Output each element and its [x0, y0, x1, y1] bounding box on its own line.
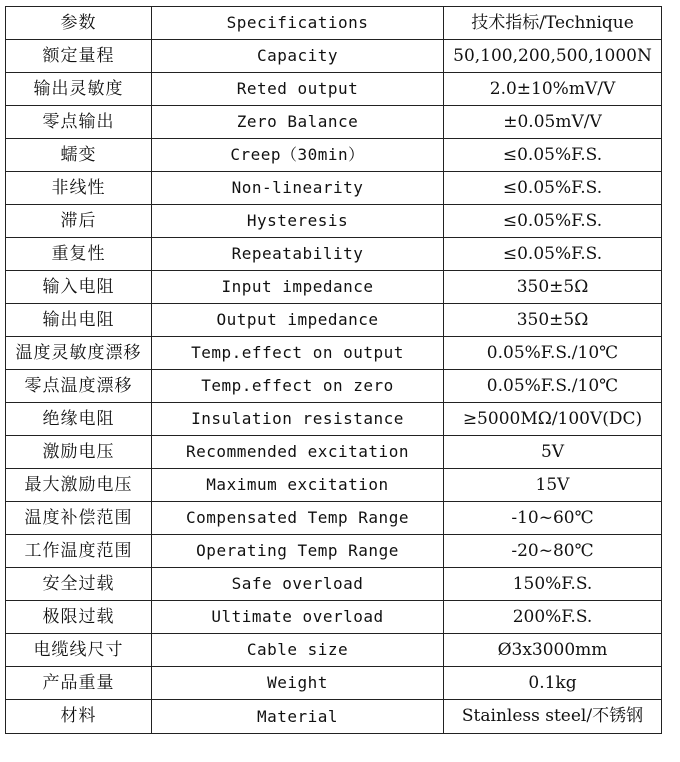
table-row — [6, 502, 662, 535]
param-en: Ultimate overload — [152, 601, 444, 634]
param-cn: 输出灵敏度 — [6, 73, 152, 106]
table-row — [6, 601, 662, 634]
param-value: 5V — [444, 436, 662, 469]
param-value: -20~80℃ — [444, 535, 662, 568]
table-row — [6, 403, 662, 436]
param-en: Temp.effect on zero — [152, 370, 444, 403]
table-row — [6, 667, 662, 700]
param-value: Ø3x3000mm — [444, 634, 662, 667]
param-value: 350±5Ω — [444, 304, 662, 337]
param-cn: 重复性 — [6, 238, 152, 271]
header-parameter: 参数 — [6, 7, 152, 40]
param-en: Insulation resistance — [152, 403, 444, 436]
param-value: 200%F.S. — [444, 601, 662, 634]
table-row — [6, 304, 662, 337]
param-value: 2.0±10%mV/V — [444, 73, 662, 106]
param-value: ≤0.05%F.S. — [444, 205, 662, 238]
param-cn: 零点温度漂移 — [6, 370, 152, 403]
param-en: Recommended excitation — [152, 436, 444, 469]
param-en: Creep（30min） — [152, 139, 444, 172]
table-row — [6, 700, 662, 734]
param-cn: 产品重量 — [6, 667, 152, 700]
header-specifications: Specifications — [152, 7, 444, 40]
param-en: Operating Temp Range — [152, 535, 444, 568]
param-value: Stainless steel/不锈钢 — [444, 700, 662, 734]
param-cn: 滞后 — [6, 205, 152, 238]
param-en: Weight — [152, 667, 444, 700]
param-cn: 绝缘电阻 — [6, 403, 152, 436]
param-value: ≥5000MΩ/100V(DC) — [444, 403, 662, 436]
param-en: Maximum excitation — [152, 469, 444, 502]
table-row — [6, 40, 662, 73]
param-cn: 非线性 — [6, 172, 152, 205]
header-technique: 技术指标/Technique — [444, 7, 662, 40]
param-en: Material — [152, 700, 444, 734]
param-en: Capacity — [152, 40, 444, 73]
param-cn: 材料 — [6, 700, 152, 734]
specifications-table — [5, 6, 662, 734]
param-en: Repeatability — [152, 238, 444, 271]
param-value: 0.05%F.S./10℃ — [444, 337, 662, 370]
param-cn: 极限过载 — [6, 601, 152, 634]
param-value: 0.1kg — [444, 667, 662, 700]
param-en: Compensated Temp Range — [152, 502, 444, 535]
table-row — [6, 73, 662, 106]
param-en: Hysteresis — [152, 205, 444, 238]
param-en: Non-linearity — [152, 172, 444, 205]
table-row — [6, 238, 662, 271]
table-row — [6, 205, 662, 238]
table-row — [6, 337, 662, 370]
table-row — [6, 436, 662, 469]
param-value: ≤0.05%F.S. — [444, 139, 662, 172]
param-cn: 输入电阻 — [6, 271, 152, 304]
param-value: ≤0.05%F.S. — [444, 172, 662, 205]
param-en: Zero Balance — [152, 106, 444, 139]
param-cn: 最大激励电压 — [6, 469, 152, 502]
table-row — [6, 568, 662, 601]
param-cn: 工作温度范围 — [6, 535, 152, 568]
param-cn: 输出电阻 — [6, 304, 152, 337]
param-cn: 激励电压 — [6, 436, 152, 469]
param-en: Reted output — [152, 73, 444, 106]
table-row — [6, 370, 662, 403]
table-row — [6, 172, 662, 205]
table-row — [6, 139, 662, 172]
param-value: 0.05%F.S./10℃ — [444, 370, 662, 403]
table-row — [6, 634, 662, 667]
param-value: ±0.05mV/V — [444, 106, 662, 139]
param-value: 50,100,200,500,1000N — [444, 40, 662, 73]
param-value: 15V — [444, 469, 662, 502]
param-value: 350±5Ω — [444, 271, 662, 304]
param-cn: 安全过载 — [6, 568, 152, 601]
table-row — [6, 106, 662, 139]
param-value: 150%F.S. — [444, 568, 662, 601]
param-en: Safe overload — [152, 568, 444, 601]
param-cn: 温度灵敏度漂移 — [6, 337, 152, 370]
param-value: -10~60℃ — [444, 502, 662, 535]
param-cn: 温度补偿范围 — [6, 502, 152, 535]
param-en: Cable size — [152, 634, 444, 667]
param-cn: 零点输出 — [6, 106, 152, 139]
param-cn: 额定量程 — [6, 40, 152, 73]
param-cn: 蠕变 — [6, 139, 152, 172]
table-header-row — [6, 7, 662, 40]
table-row — [6, 535, 662, 568]
table-row — [6, 271, 662, 304]
param-cn: 电缆线尺寸 — [6, 634, 152, 667]
param-en: Temp.effect on output — [152, 337, 444, 370]
param-en: Output impedance — [152, 304, 444, 337]
param-value: ≤0.05%F.S. — [444, 238, 662, 271]
table-row — [6, 469, 662, 502]
param-en: Input impedance — [152, 271, 444, 304]
